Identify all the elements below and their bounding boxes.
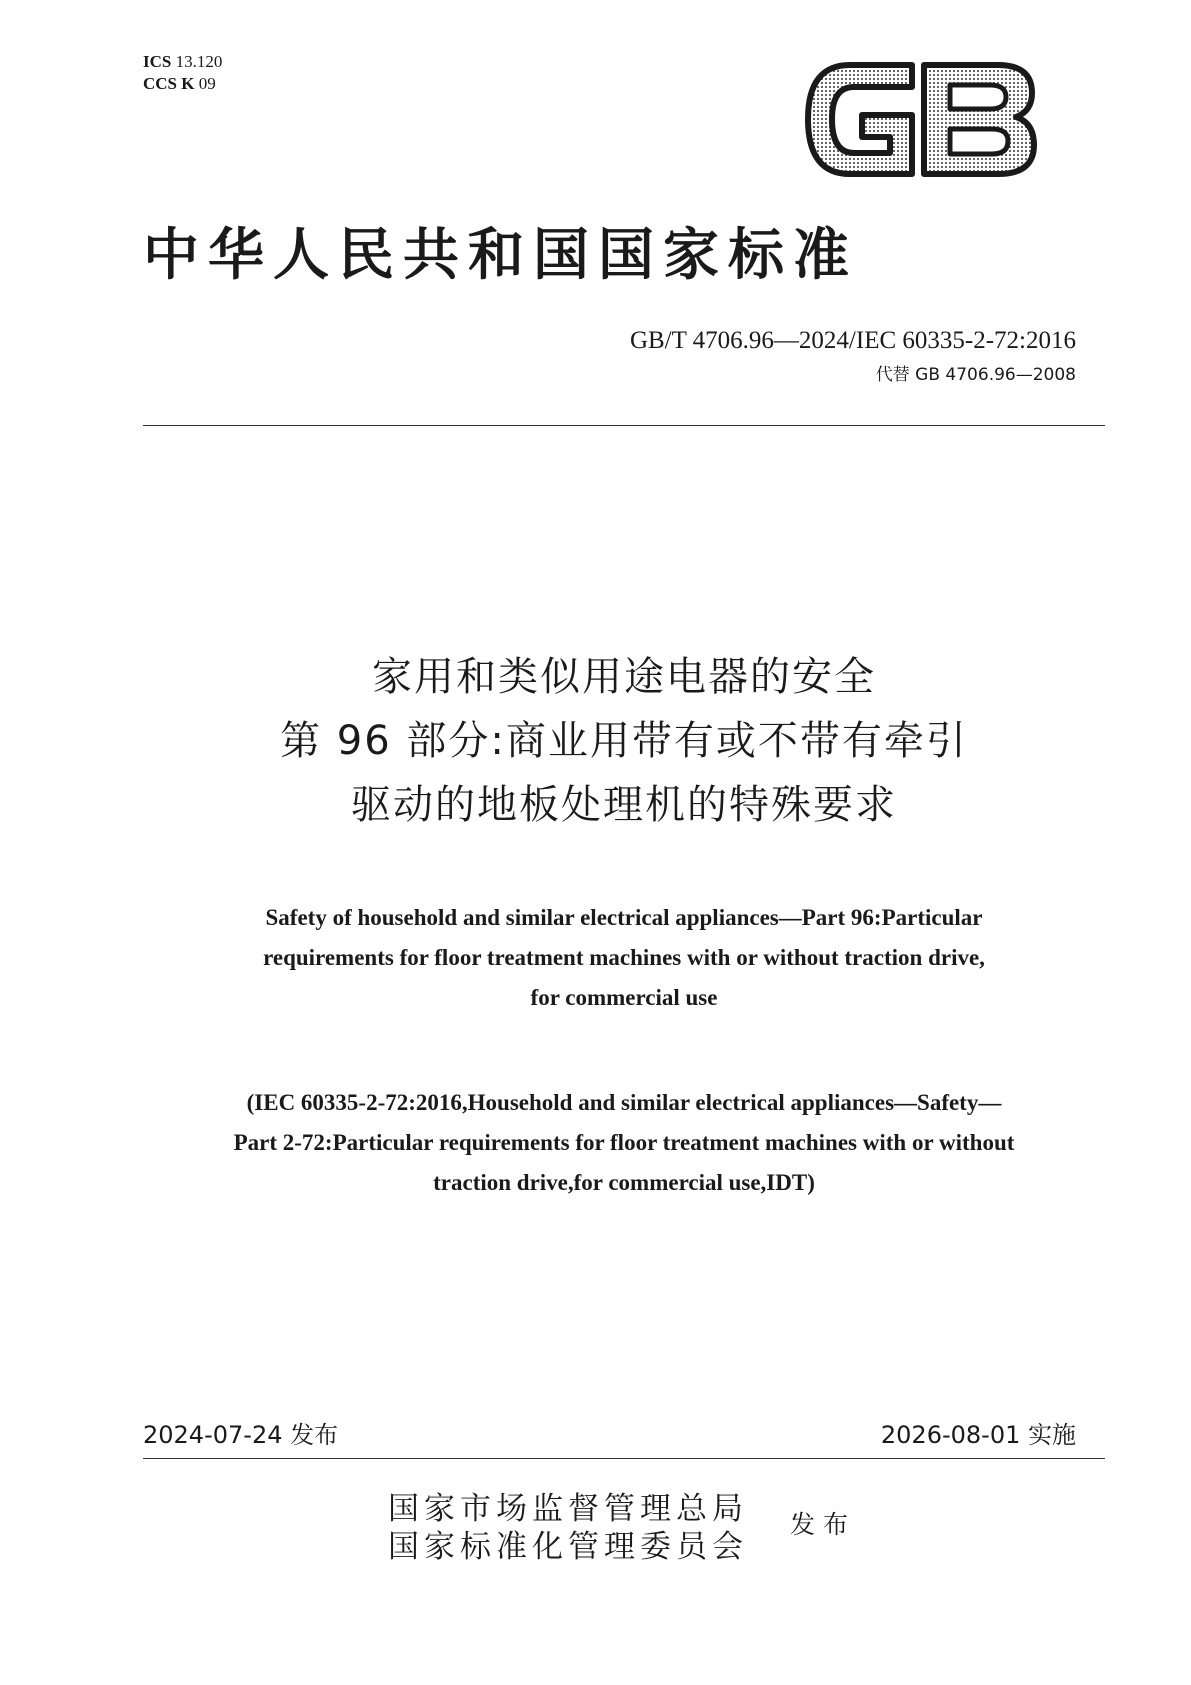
ics-label: ICS <box>143 52 172 71</box>
ics-code <box>143 52 222 72</box>
implementation-date: 2026-08-01 实施 <box>880 1421 1076 1449</box>
iec-reference-line: traction drive,for commercial use,IDT) <box>433 1170 815 1195</box>
chinese-title <box>143 645 1105 837</box>
english-title-line: Safety of household and similar electrical appliances—Part 96:Particular <box>265 905 983 930</box>
top-divider <box>143 425 1105 426</box>
issuing-authorities <box>388 1490 748 1566</box>
english-title-line: requirements for floor treatment machines with or without traction drive, <box>263 945 985 970</box>
national-standard-title: 中华人民共和国国家标准 <box>143 222 858 288</box>
ccs-label: CCS <box>143 74 178 93</box>
chinese-title-line: 驱动的地板处理机的特殊要求 <box>351 782 897 828</box>
publish-label: 发布 <box>790 1510 857 1539</box>
iec-reference-line: (IEC 60335-2-72:2016,Household and similar electrical appliances—Safety— <box>246 1090 1002 1115</box>
bottom-divider <box>143 1458 1105 1459</box>
issuer-name: 国家标准化管理委员会 <box>388 1529 748 1565</box>
standard-number: GB/T 4706.96—2024/IEC 60335-2-72:2016 <box>629 327 1076 354</box>
chinese-title-line: 家用和类似用途电器的安全 <box>372 654 876 700</box>
ccs-letter: K <box>181 74 195 93</box>
chinese-title-line: 第 96 部分:商业用带有或不带有牵引 <box>280 718 968 764</box>
iec-reference <box>143 1083 1105 1203</box>
ccs-code <box>143 74 216 94</box>
logo-letter-b <box>924 65 1034 174</box>
ccs-value: 09 <box>198 74 216 93</box>
issuer-name: 国家市场监督管理总局 <box>388 1491 748 1527</box>
english-title-line: for commercial use <box>530 985 718 1010</box>
english-title <box>143 898 1105 1018</box>
release-date: 2024-07-24 发布 <box>143 1421 339 1449</box>
gb-logo <box>800 57 1040 182</box>
ics-value: 13.120 <box>175 52 223 71</box>
logo-letter-g <box>808 65 912 174</box>
replaces-standard: 代替 GB 4706.96—2008 <box>875 365 1076 385</box>
iec-reference-line: Part 2-72:Particular requirements for floor treatment machines with or without <box>233 1130 1015 1155</box>
